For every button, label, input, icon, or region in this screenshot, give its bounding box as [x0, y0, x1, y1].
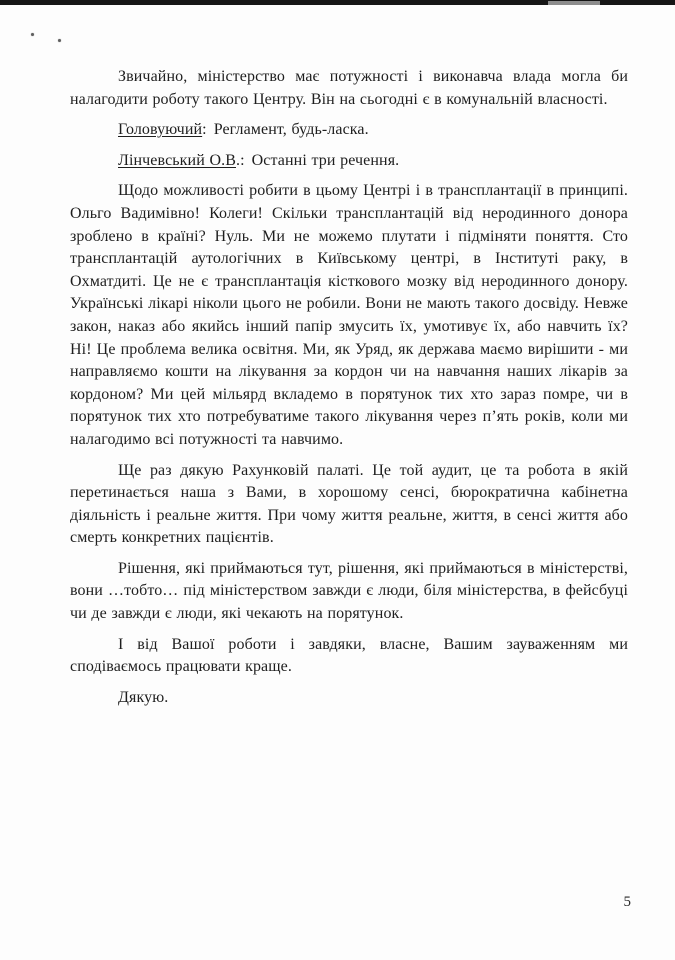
speaker-utterance: Регламент, будь-ласка.	[213, 121, 369, 139]
scan-edge-artifact	[0, 0, 675, 5]
scan-dot-artifact	[31, 33, 34, 36]
speaker-separator: .:	[236, 151, 245, 169]
transcript-body	[70, 66, 628, 709]
speaker-paragraph	[70, 119, 628, 142]
paragraph: Рішення, які приймаються тут, рішення, які приймаються в міністерстві, вони …тобто… під міністерством завжди є люди, біля міністерства, в фейсбуці чи де завжди є люди, які чекають на порятунок.	[70, 559, 628, 623]
scan-edge-notch	[548, 1, 600, 5]
paragraph: І від Вашої роботи і завдяки, власне, Вашим зауваженням ми сподіваємось працювати краще.	[70, 635, 628, 676]
speaker-separator: :	[202, 121, 207, 139]
paragraph: Дякую.	[118, 688, 169, 706]
speaker-name: Головуючий	[118, 121, 203, 139]
speaker-utterance: Останні три речення.	[251, 151, 400, 169]
scan-dot-artifact	[58, 39, 61, 42]
page-number: 5	[623, 894, 631, 910]
speaker-name: Лінчевський О.В	[118, 151, 236, 169]
paragraph: Щодо можливості робити в цьому Центрі і в трансплантації в принципі. Ольго Вадимівно! Колеги! Скільки трансплантацій від неродинного донора зроблено в країні? Нуль. Ми не можемо плутати і підміняти поняття. Сто трансплантацій аутологічних в Київському центрі, в Інституті раку, в Охматдиті. Це не є трансплантація кісткового мозку від неродинного донору. Українські лікарі ніколи цього не робили. Вони не мають такого досвіду. Невже закон, наказ або якийсь інший папір змусить їх, умотивує їх, або навчить їх? Ні! Це проблема велика освітня. Ми, як Уряд, як держава маємо вирішити - ми направляємо кошти на лікування за кордон чи на навчання наших лікарів за кордоном? Ми цей мільярд вкладемо в порятунок тих хто зараз помре, чи в порятунок тих хто потребуватиме такого лікування через п’ять років, коли ми налагодимо всі потужності та навчимо.	[70, 182, 628, 448]
paragraph: Звичайно, міністерство має потужності і виконавча влада могла би налагодити роботу такого Центру. Він на сьогодні є в комунальній власності.	[70, 68, 628, 108]
speaker-paragraph	[70, 150, 628, 173]
paragraph: Ще раз дякую Рахунковій палаті. Це той аудит, це та робота в якій перетинається наша з Вами, в хорошому сенсі, бюрократична кабінетна діяльність і реальне життя. При чому життя реальне, життя, в сенсі життя або смерть конкретних пацієнтів.	[70, 461, 628, 547]
